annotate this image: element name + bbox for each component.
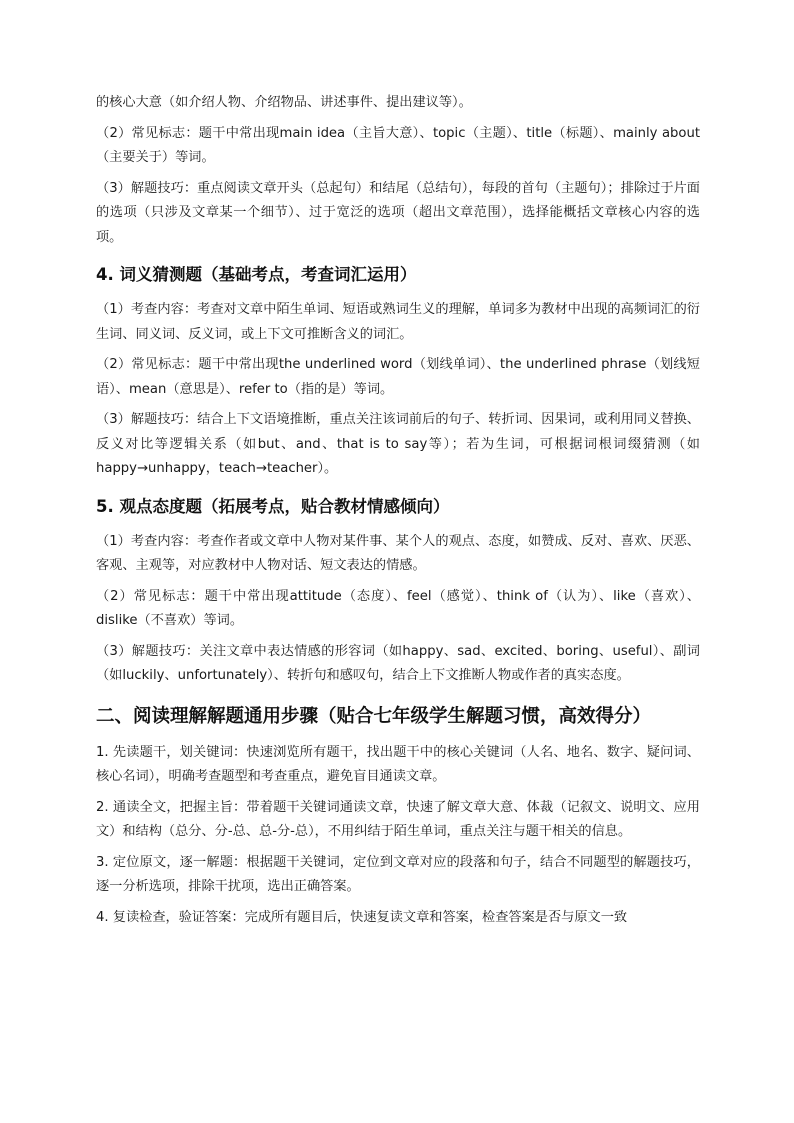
heading-word-guessing: 4. 词义猜测题（基础考点，考查词汇运用） [96, 265, 417, 284]
paragraph-word-guessing-content: （1）考查内容：考查对文章中陌生单词、短语或熟词生义的理解，单词多为教材中出现的高频词汇的衍生词、同义词、反义词，或上下文可推断含义的词汇。 [96, 302, 700, 342]
heading-attitude: 5. 观点态度题（拓展考点，贴合教材情感倾向） [96, 496, 450, 516]
step-3: 3. 定位原文，逐一解题：根据题干关键词，定位到文章对应的段落和句子，结合不同题型的解题技巧，逐一分析选项，排除干扰项，选出正确答案。 [96, 854, 700, 894]
document-page [96, 91, 700, 936]
heading-general-steps: 二、阅读理解解题通用步骤（贴合七年级学生解题习惯，高效得分） [96, 705, 652, 727]
paragraph-main-idea-markers: （2）常见标志：题干中常出现main idea（主旨大意）、topic（主题）、title（标题）、mainly about（主要关于）等词。 [96, 125, 700, 165]
paragraph-word-guessing-markers: （2）常见标志：题干中常出现the underlined word（划线单词）、the underlined phrase（划线短语）、mean（意思是）、refer to（指的是）等词。 [96, 357, 700, 397]
step-4: 4. 复读检查，验证答案：完成所有题目后，快速复读文章和答案，检查答案是否与原文一致 [96, 909, 628, 925]
paragraph-main-idea-tips: （3）解题技巧：重点阅读文章开头（总起句）和结尾（总结句），每段的首句（主题句）；排除过于片面的选项（只涉及文章某一个细节）、过于宽泛的选项（超出文章范围），选择能概括文章核心内容的选项。 [96, 180, 700, 245]
paragraph-word-guessing-tips: （3）解题技巧：结合上下文语境推断，重点关注该词前后的句子、转折词、因果词，或利用同义替换、反义对比等逻辑关系（如but、and、that is to say等）；若为生词，可根据词根词缀猜测（如happy→unhappy，teach→teacher）。 [96, 412, 700, 476]
step-2: 2. 通读全文，把握主旨：带着题干关键词通读文章，快速了解文章大意、体裁（记叙文、说明文、应用文）和结构（总分、分-总、总-分-总），不用纠结于陌生单词，重点关注与题干相关的信息。 [96, 799, 700, 839]
paragraph-attitude-markers: （2）常见标志：题干中常出现attitude（态度）、feel（感觉）、think of（认为）、like（喜欢）、dislike（不喜欢）等词。 [96, 588, 700, 628]
paragraph-attitude-tips: （3）解题技巧：关注文章中表达情感的形容词（如happy、sad、excited、boring、useful）、副词（如luckily、unfortunately）、转折句和感叹句，结合上下文推断人物或作者的真实态度。 [96, 643, 700, 683]
step-1: 1. 先读题干，划关键词：快速浏览所有题干，找出题干中的核心关键词（人名、地名、数字、疑问词、核心名词），明确考查题型和考查重点，避免盲目通读文章。 [96, 744, 700, 784]
paragraph-main-idea-continued: 的核心大意（如介绍人物、介绍物品、讲述事件、提出建议等）。 [96, 95, 472, 110]
paragraph-attitude-content: （1）考查内容：考查作者或文章中人物对某件事、某个人的观点、态度，如赞成、反对、喜欢、厌恶、客观、主观等，对应教材中人物对话、短文表达的情感。 [96, 533, 700, 573]
